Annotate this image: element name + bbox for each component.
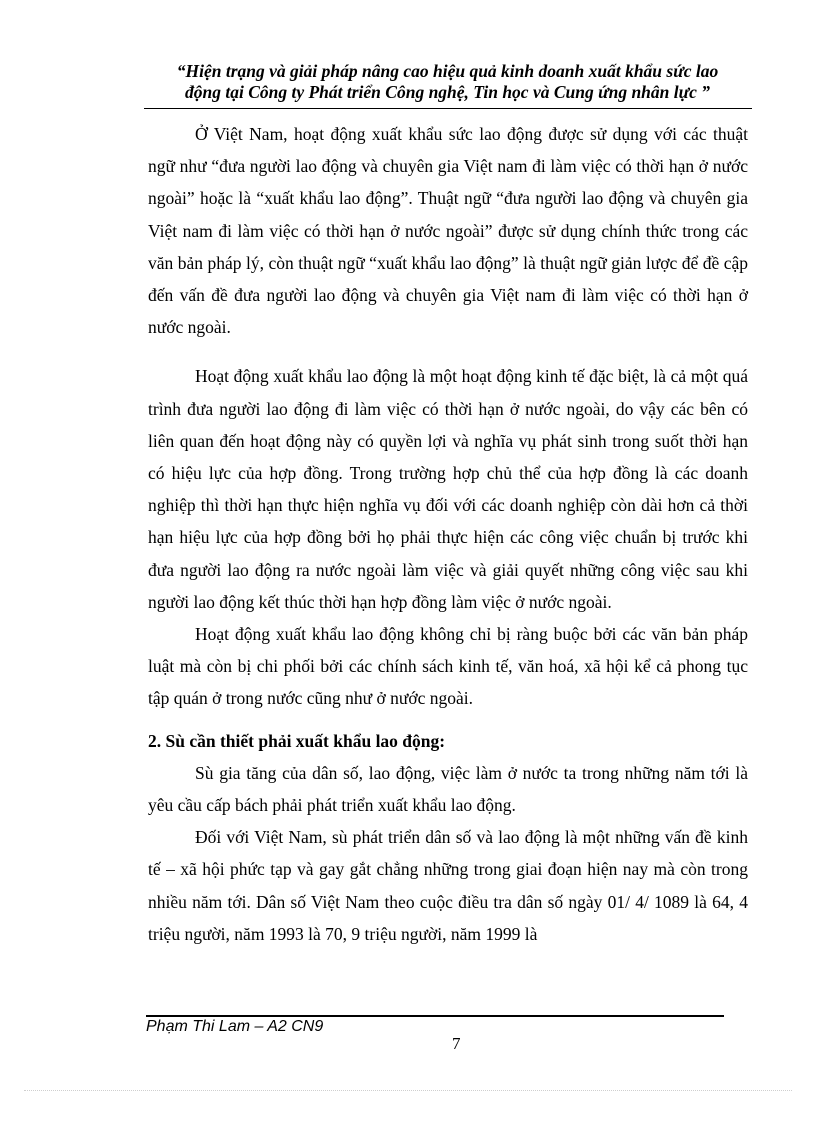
document-body (148, 118, 748, 950)
paragraph-3: Hoạt động xuất khẩu lao động không chỉ bị ràng buộc bởi các văn bản pháp luật mà còn bị chi phối bởi các chính sách kinh tế, văn hoá, xã hội kể cả phong tục tập quán ở trong nước cũng như ở nước ngoài. (148, 624, 748, 709)
section-heading: 2. Sù cần thiết phải xuất khẩu lao động: (148, 730, 446, 751)
page-edge (24, 1090, 792, 1091)
header-line-1: “Hiện trạng và giải pháp nâng cao hiệu quả kinh doanh xuất khẩu sức lao (176, 61, 719, 81)
page-number: 7 (452, 1034, 461, 1053)
header-line-2: động tại Công ty Phát triển Công nghệ, Tin học và Cung ứng nhân lực ” (184, 82, 711, 102)
footer-divider (146, 1015, 724, 1017)
footer-author: Phạm Thi Lam – A2 CN9 (146, 1018, 324, 1035)
paragraph-4: Sù gia tăng của dân số, lao động, việc làm ở nước ta trong những năm tới là yêu cầu cấp bách phải phát triển xuất khẩu lao động. (148, 762, 748, 816)
paragraph-5: Đối với Việt Nam, sù phát triển dân số và lao động là một những vấn đề kinh tế – xã hội phức tạp và gay gắt chẳng những trong giai đoạn hiện nay mà còn trong nhiều năm tới. Dân số Việt Nam theo cuộc điều tra dân số ngày 01/ 4/ 1089 là 64, 4 triệu người, năm 1993 là 70, 9 triệu người, năm 1999 là (148, 827, 748, 944)
paragraph-2: Hoạt động xuất khẩu lao động là một hoạt động kinh tế đặc biệt, là cả một quá trình đưa người lao động đi làm việc có thời hạn ở nước ngoài, do vậy các bên có liên quan đến hoạt động này có quyền lợi và nghĩa vụ phát sinh trong suốt thời hạn có hiệu lực của hợp đồng. Trong trường hợp chủ thể của hợp đồng là các doanh nghiệp thì thời hạn thực hiện nghĩa vụ đối với các doanh nghiệp còn dài hơn cả thời hạn hiệu lực của hợp đồng bởi họ phải thực hiện các công việc chuẩn bị trước khi đưa người lao động ra nước ngoài làm việc và giải quyết những công việc sau khi người lao động kết thúc thời hạn hợp đồng làm việc ở nước ngoài. (148, 366, 748, 612)
running-header (140, 61, 755, 103)
header-divider (144, 108, 752, 109)
paragraph-1: Ở Việt Nam, hoạt động xuất khẩu sức lao động được sử dụng với các thuật ngữ như “đưa người lao động và chuyên gia Việt nam đi làm việc có thời hạn ở nước ngoài” hoặc là “xuất khẩu lao động”. Thuật ngữ “đưa người lao động và chuyên gia Việt nam đi làm việc có thời hạn ở nước ngoài” được sử dụng chính thức trong các văn bản pháp lý, còn thuật ngữ “xuất khẩu lao động” là thuật ngữ giản lược để đề cập đến vấn đề đưa người lao động và chuyên gia Việt nam đi làm việc có thời hạn ở nước ngoài. (148, 124, 748, 338)
